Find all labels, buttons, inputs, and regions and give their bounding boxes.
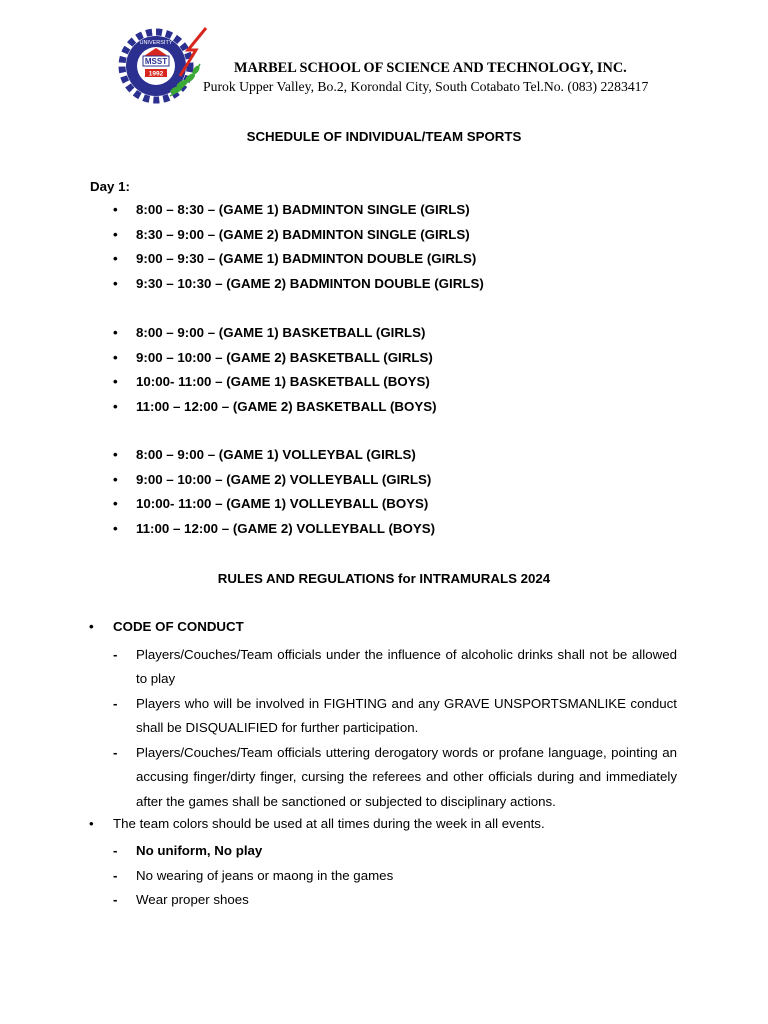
schedule-group-basketball — [0, 324, 437, 422]
rules-section-heading: • The team colors should be used at all times during the week in all events. — [0, 815, 768, 833]
schedule-item: • 9:00 – 9:30 – (GAME 1) BADMINTON DOUBLE (GIRLS) — [0, 250, 484, 275]
logo-year-text: 1992 — [148, 70, 164, 78]
rules-section-list — [0, 618, 768, 913]
school-name: MARBEL SCHOOL OF SCIENCE AND TECHNOLOGY, INC. — [234, 60, 627, 76]
schedule-item: • 10:00- 11:00 – (GAME 1) VOLLEYBALL (BOYS) — [0, 495, 435, 520]
rule-item: - Players/Couches/Team officials under the influence of alcoholic drinks shall not be allowed to play — [0, 643, 677, 692]
schedule-item: • 9:00 – 10:00 – (GAME 2) VOLLEYBALL (GIRLS) — [0, 471, 435, 496]
rule-item: - Players who will be involved in FIGHTING and any GRAVE UNSPORTSMANLIKE conduct shall be DISQUALIFIED for further participation. — [0, 692, 677, 741]
rules-title: RULES AND REGULATIONS for INTRAMURALS 2024 — [217, 571, 551, 586]
rules-section-items — [0, 643, 768, 815]
rule-item: - No wearing of jeans or maong in the games — [0, 864, 677, 889]
schedule-item: • 8:00 – 8:30 – (GAME 1) BADMINTON SINGLE (GIRLS) — [0, 201, 484, 226]
school-logo — [116, 26, 210, 104]
day-label: Day 1: — [90, 179, 130, 194]
schedule-item: • 8:00 – 9:00 – (GAME 1) BASKETBALL (GIRLS) — [0, 324, 437, 349]
schedule-item: • 8:30 – 9:00 – (GAME 2) BADMINTON SINGLE (GIRLS) — [0, 226, 484, 251]
rule-item: - Players/Couches/Team officials uttering derogatory words or profane language, pointing an accusing finger/dirty finger, cursing the referees and other officials during and immediately after the games shall be sanctioned or subjected to disciplinary actions. — [0, 741, 677, 815]
rules-section-items — [0, 839, 768, 913]
schedule-title: SCHEDULE OF INDIVIDUAL/TEAM SPORTS — [246, 129, 522, 144]
rules-section-heading: • CODE OF CONDUCT — [0, 618, 768, 636]
schedule-item: • 11:00 – 12:00 – (GAME 2) BASKETBALL (BOYS) — [0, 398, 437, 423]
schedule-group-volleyball — [0, 446, 435, 544]
schedule-item: • 9:00 – 10:00 – (GAME 2) BASKETBALL (GIRLS) — [0, 349, 437, 374]
school-address: Purok Upper Valley, Bo.2, Korondal City, South Cotabato Tel.No. (083) 2283417 — [203, 79, 649, 94]
rule-item: - No uniform, No play — [0, 839, 677, 864]
schedule-group-badminton — [0, 201, 484, 299]
schedule-item: • 8:00 – 9:00 – (GAME 1) VOLLEYBAL (GIRLS) — [0, 446, 435, 471]
logo-badge-text: MSST — [144, 57, 168, 66]
schedule-item: • 10:00- 11:00 – (GAME 1) BASKETBALL (BOYS) — [0, 373, 437, 398]
logo-ring-text: UNIVERSITY — [139, 40, 173, 46]
schedule-item: • 11:00 – 12:00 – (GAME 2) VOLLEYBALL (BOYS) — [0, 520, 435, 545]
rule-item: - Wear proper shoes — [0, 888, 677, 913]
schedule-item: • 9:30 – 10:30 – (GAME 2) BADMINTON DOUBLE (GIRLS) — [0, 275, 484, 300]
